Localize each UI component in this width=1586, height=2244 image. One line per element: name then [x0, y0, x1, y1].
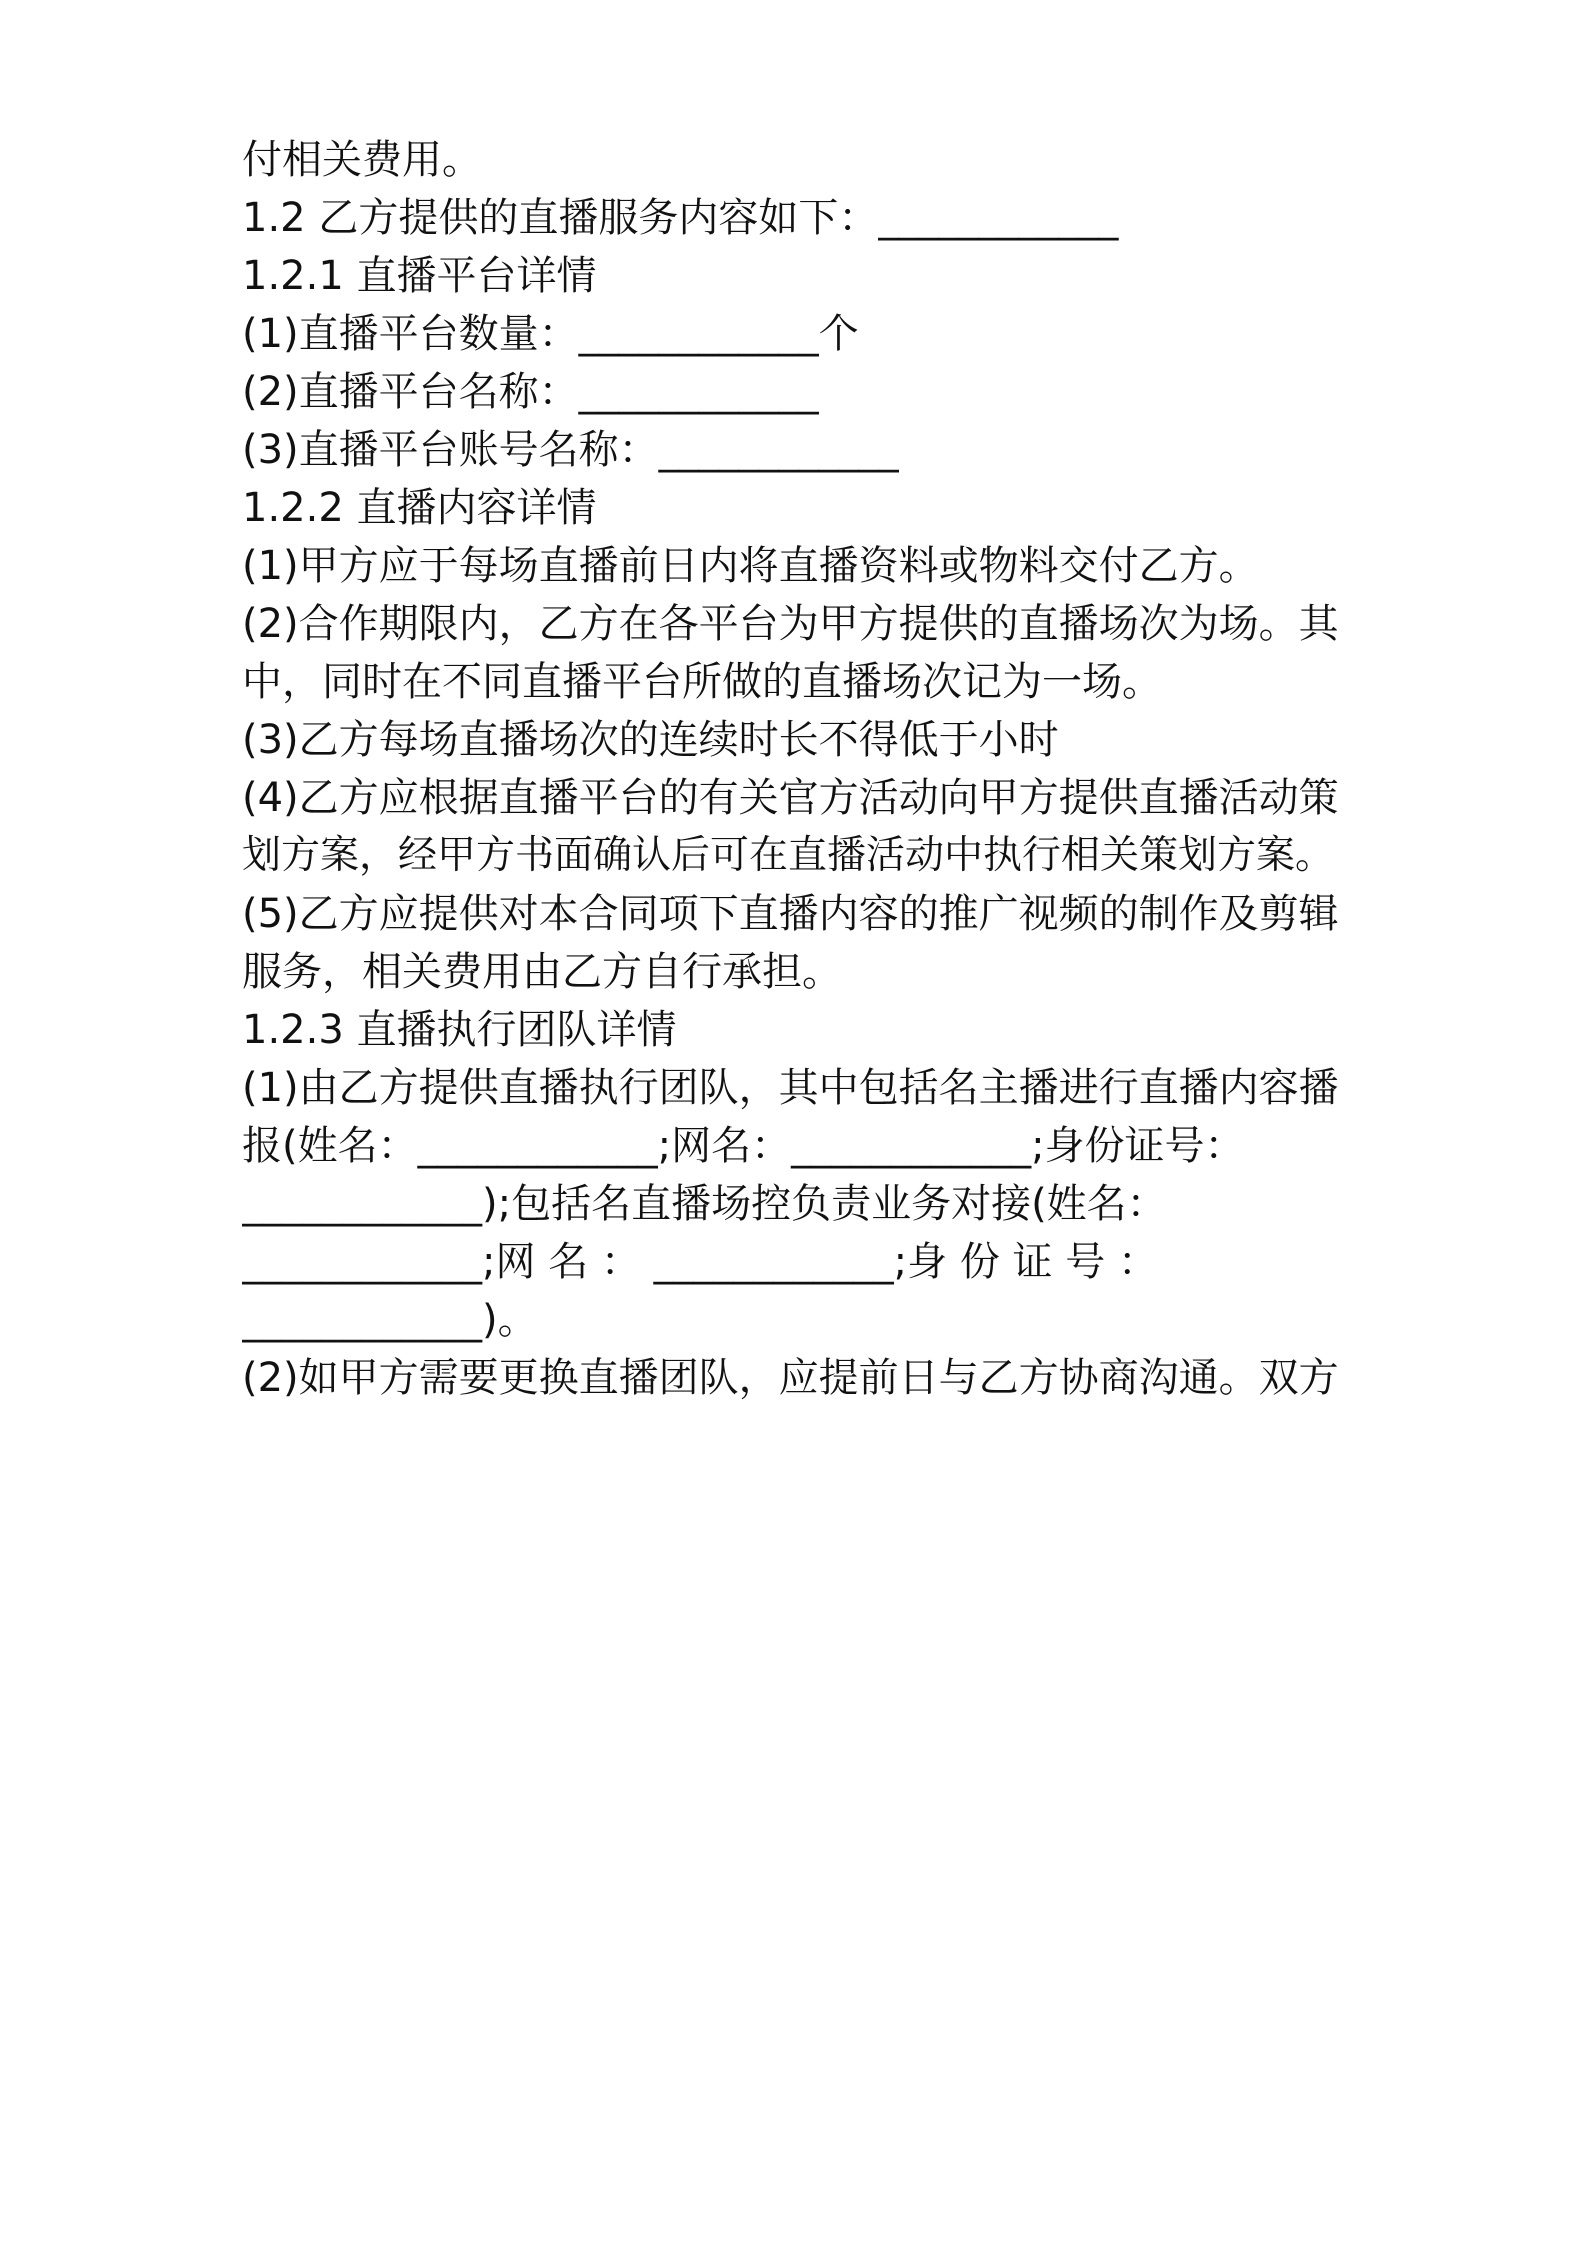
text-line: (1)由乙方提供直播执行团队，其中包括名主播进行直播内容播: [242, 1065, 1339, 1111]
text-line: (3)直播平台账号名称：____________: [242, 427, 899, 473]
text-line: (4)乙方应根据直播平台的有关官方活动向甲方提供直播活动策: [242, 775, 1339, 821]
text-line: (1)甲方应于每场直播前日内将直播资料或物料交付乙方。: [242, 543, 1259, 589]
text-line: (2)合作期限内，乙方在各平台为甲方提供的直播场次为场。其: [242, 601, 1339, 647]
section-heading-1-2: 1.2 乙方提供的直播服务内容如下：____________: [242, 195, 1119, 241]
section-heading-1-2-2: 1.2.2 直播内容详情: [242, 485, 597, 531]
text-line: 服务，相关费用由乙方自行承担。: [242, 949, 842, 995]
text-line: 中，同时在不同直播平台所做的直播场次记为一场。: [242, 659, 1162, 705]
text-line: 划方案，经甲方书面确认后可在直播活动中执行相关策划方案。: [242, 833, 1335, 878]
text-line: 付相关费用。: [242, 137, 482, 183]
section-heading-1-2-1: 1.2.1 直播平台详情: [242, 253, 597, 299]
text-line: (2)如甲方需要更换直播团队，应提前日与乙方协商沟通。双方: [242, 1355, 1339, 1401]
text-line: (3)乙方每场直播场次的连续时长不得低于小时: [242, 717, 1059, 763]
section-heading-1-2-3: 1.2.3 直播执行团队详情: [242, 1007, 677, 1053]
text-line: (1)直播平台数量：____________个: [242, 311, 859, 357]
text-line: (2)直播平台名称：____________: [242, 369, 819, 415]
text-line: ____________);包括名直播场控负责业务对接(姓名：: [242, 1181, 1167, 1227]
text-line: 报(姓名：____________;网名：____________;身份证号：: [242, 1123, 1245, 1169]
text-line: (5)乙方应提供对本合同项下直播内容的推广视频的制作及剪辑: [242, 891, 1339, 937]
text-line: ____________)。: [242, 1297, 538, 1343]
text-line: ____________;网 名 ： ____________;身 份 证 号 ：: [242, 1239, 1158, 1285]
